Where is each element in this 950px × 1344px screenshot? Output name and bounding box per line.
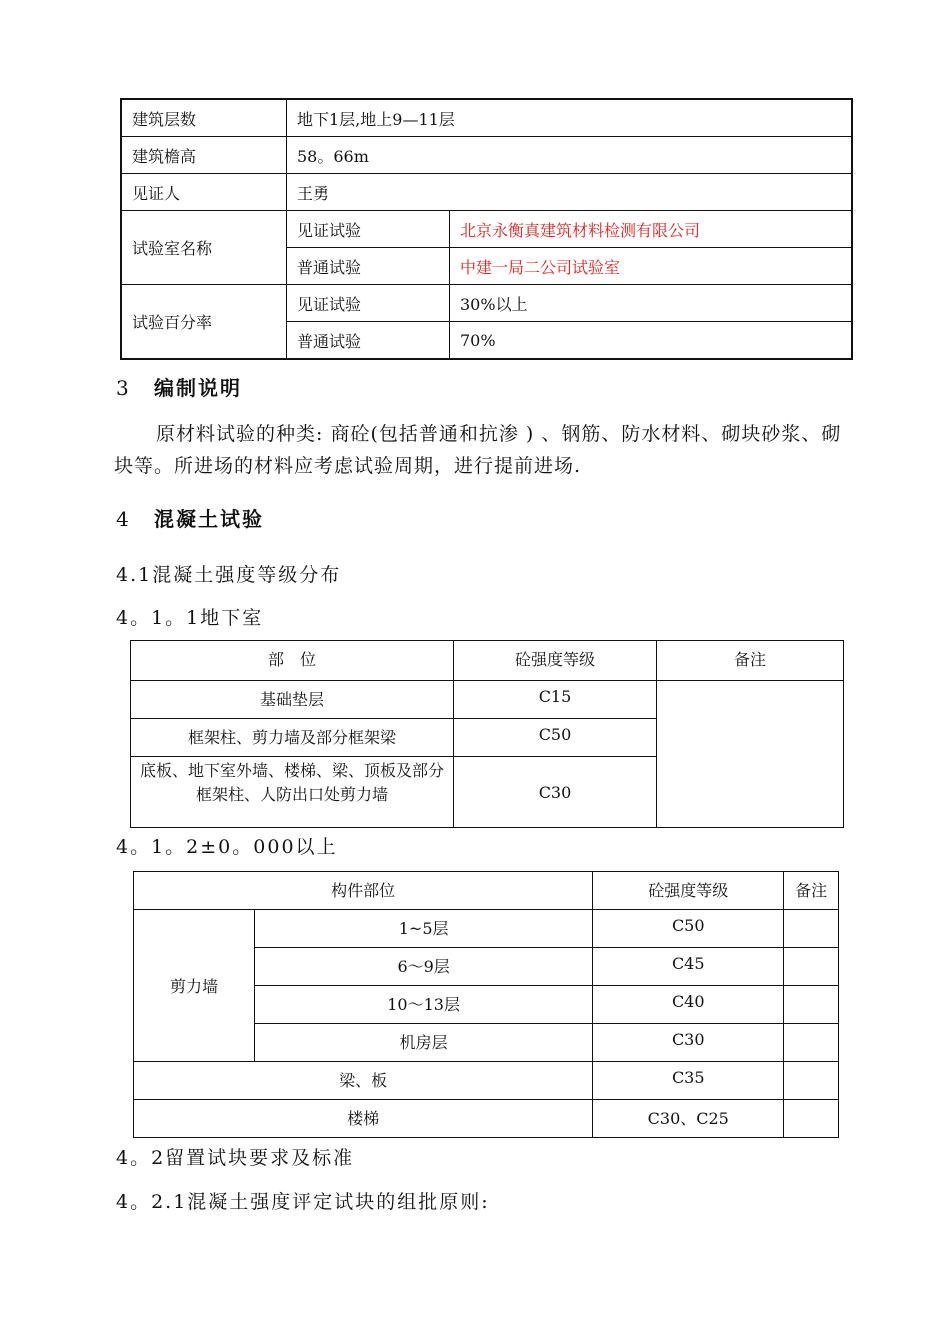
test-rate-label: 试验百分率 <box>121 285 287 360</box>
table-row <box>121 211 852 248</box>
paragraph-text: 原材料试验的种类: 商砼(包括普通和抗渗 ) 、钢筋、防水材料、砌块砂浆、砌块等。所进场的材料应考虑试验周期，进行提前进场. <box>114 423 842 477</box>
test-rate-value: 70% <box>450 322 853 360</box>
grade-cell: C50 <box>593 910 784 948</box>
table-row <box>121 174 852 211</box>
remark-cell <box>784 1062 839 1100</box>
column-header: 构件部位 <box>134 872 593 910</box>
table-row <box>134 1062 839 1100</box>
above-ground-grade-table <box>133 871 839 1138</box>
part-cell: 框架柱、剪力墙及部分框架梁 <box>131 719 454 757</box>
table-header-row <box>131 641 844 681</box>
grade-cell: C50 <box>454 719 657 757</box>
lab-name-label: 试验室名称 <box>121 211 287 285</box>
remark-cell <box>784 948 839 986</box>
remark-cell <box>784 1024 839 1062</box>
group-label: 剪力墙 <box>134 910 255 1062</box>
table-row <box>134 910 839 948</box>
test-type: 普通试验 <box>287 248 450 285</box>
row-label: 建筑檐高 <box>121 137 287 174</box>
section-title: 编制说明 <box>154 376 242 400</box>
grade-cell: C30 <box>593 1024 784 1062</box>
floor-cell: 10～13层 <box>255 986 593 1024</box>
column-header: 砼强度等级 <box>593 872 784 910</box>
grade-cell: C45 <box>593 948 784 986</box>
grade-cell: C40 <box>593 986 784 1024</box>
part-cell: 梁、板 <box>134 1062 593 1100</box>
table-row <box>131 681 844 719</box>
subsection-heading: 4。1。1地下室 <box>116 607 264 629</box>
row-value: 58。66m <box>287 137 853 174</box>
table-header-row <box>134 872 839 910</box>
table-row <box>121 137 852 174</box>
subsection-heading: 4。2.1混凝土强度评定试块的组批原则: <box>116 1191 490 1213</box>
row-value: 王勇 <box>287 174 853 211</box>
section-heading <box>116 503 264 532</box>
row-label: 建筑层数 <box>121 99 287 137</box>
test-type: 见证试验 <box>287 285 450 322</box>
test-type: 普通试验 <box>287 322 450 360</box>
column-header: 部 位 <box>131 641 454 681</box>
grade-cell: C30、C25 <box>593 1100 784 1138</box>
table-row <box>121 285 852 322</box>
part-cell: 底板、地下室外墙、楼梯、梁、顶板及部分框架柱、人防出口处剪力墙 <box>131 757 454 828</box>
floor-cell: 6～9层 <box>255 948 593 986</box>
row-label: 见证人 <box>121 174 287 211</box>
column-header: 备注 <box>657 641 844 681</box>
remark-cell <box>784 910 839 948</box>
grade-cell: C15 <box>454 681 657 719</box>
remark-cell <box>657 681 844 828</box>
subsection-heading: 4。2留置试块要求及标准 <box>116 1147 355 1169</box>
row-value: 地下1层,地上9—11层 <box>287 99 853 137</box>
test-rate-value: 30%以上 <box>450 285 853 322</box>
remark-cell <box>784 1100 839 1138</box>
lab-name-value: 北京永衡真建筑材料检测有限公司 <box>450 211 853 248</box>
floor-cell: 机房层 <box>255 1024 593 1062</box>
section-number: 4 <box>116 507 131 531</box>
table-row <box>121 99 852 137</box>
test-type: 见证试验 <box>287 211 450 248</box>
project-info-table <box>120 98 853 360</box>
column-header: 砼强度等级 <box>454 641 657 681</box>
lab-name-value: 中建一局二公司试验室 <box>450 248 853 285</box>
subsection-heading: 4。1。2±0。000以上 <box>116 836 338 858</box>
section-number: 3 <box>116 376 131 400</box>
basement-grade-table <box>130 640 844 828</box>
part-cell: 基础垫层 <box>131 681 454 719</box>
body-paragraph <box>114 418 859 482</box>
table-row <box>134 1100 839 1138</box>
part-cell: 楼梯 <box>134 1100 593 1138</box>
section-title: 混凝土试验 <box>154 507 264 531</box>
grade-cell: C35 <box>593 1062 784 1100</box>
section-heading <box>116 372 242 401</box>
remark-cell <box>784 986 839 1024</box>
floor-cell: 1~5层 <box>255 910 593 948</box>
subsection-heading: 4.1混凝土强度等级分布 <box>116 564 342 586</box>
grade-cell: C30 <box>454 757 657 828</box>
column-header: 备注 <box>784 872 839 910</box>
